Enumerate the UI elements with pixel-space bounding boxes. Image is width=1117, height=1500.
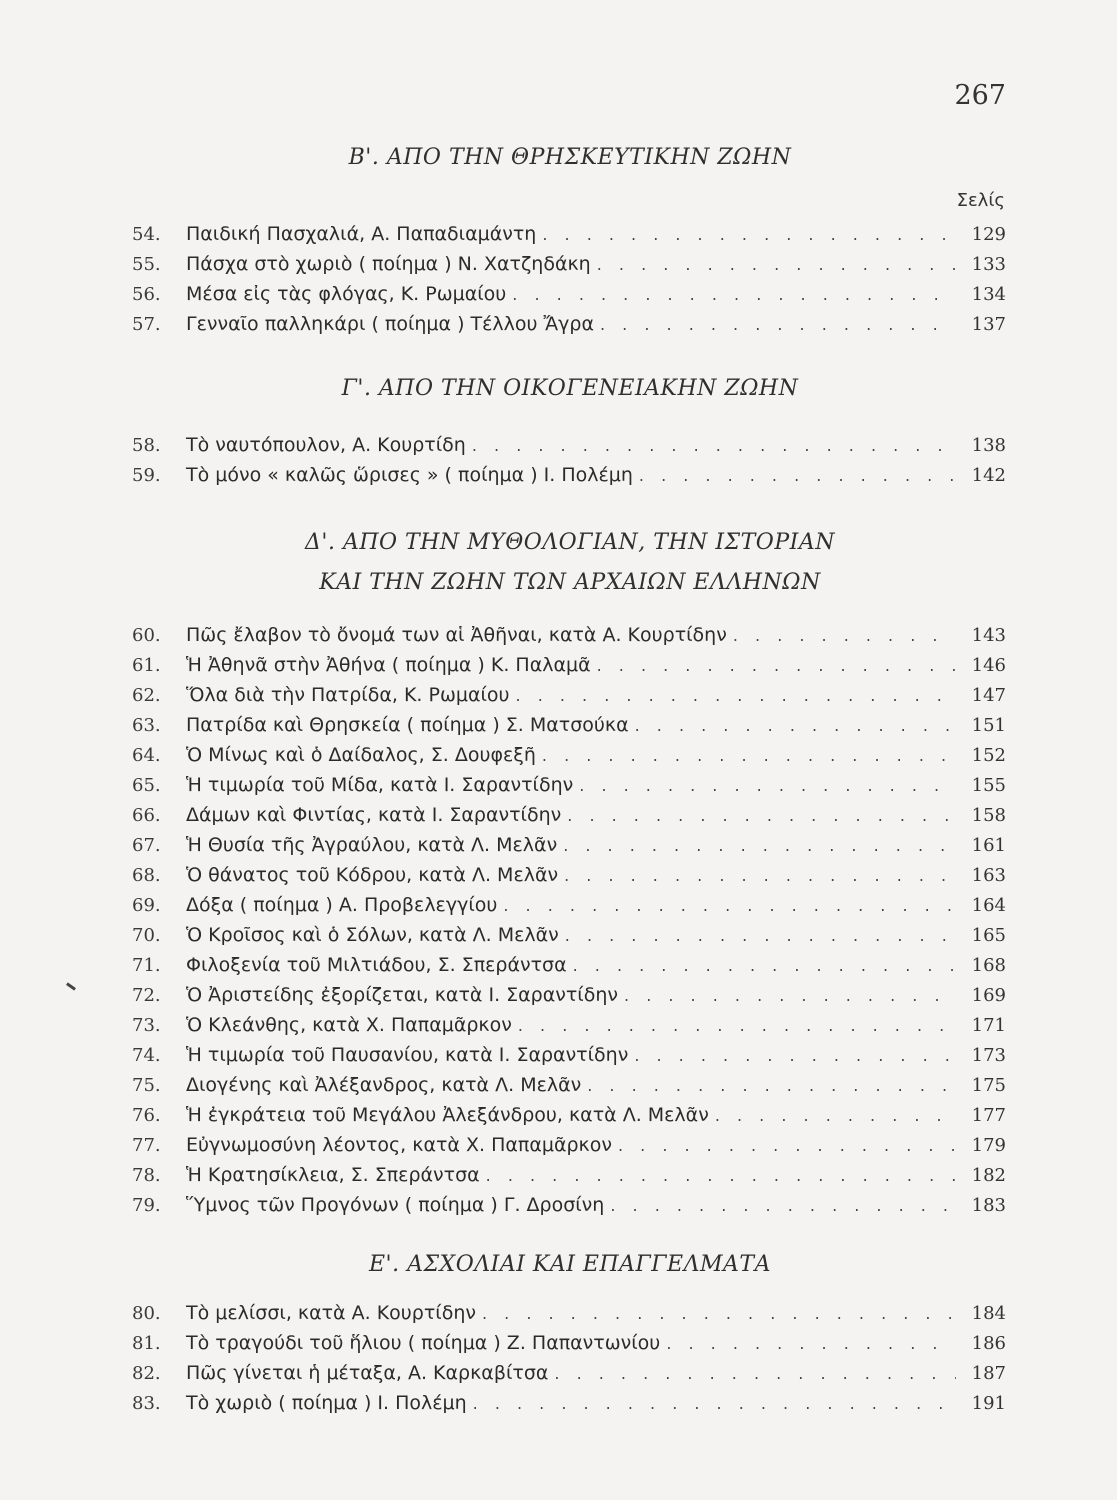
leader-dots [587,1076,956,1095]
entry-title: Ἡ Ἀθηνᾶ στὴν Ἀθήνα ( ποίημα ) Κ. Παλαμᾶ [186,654,591,676]
toc-entry [132,1014,1006,1042]
toc-entry [132,894,1006,922]
leader-dots [564,866,956,885]
ink-speck [66,982,76,990]
entry-title: Ὁ Ἀριστείδης ἐξορίζεται, κατὰ Ι. Σαραντίδην [186,984,619,1006]
leader-dots [486,1166,956,1185]
leader-dots [542,225,956,244]
entry-page: 137 [971,314,1006,335]
entry-title: Πατρίδα καὶ Θρησκεία ( ποίημα ) Σ. Ματσούκα [186,714,629,736]
entry-number: 55. [132,254,161,275]
toc-entry [132,984,1006,1012]
entry-number: 80. [132,1303,161,1324]
entry-page: 175 [971,1075,1006,1096]
leader-dots [634,1046,956,1065]
entry-page: 165 [971,925,1006,946]
leader-dots [512,285,956,304]
toc-entry [132,1104,1006,1132]
entry-page: 152 [971,745,1006,766]
entry-page: 169 [971,985,1006,1006]
entry-number: 57. [132,314,161,335]
entry-page: 134 [971,284,1006,305]
entry-title: Ἡ ἐγκράτεια τοῦ Μεγάλου Ἀλεξάνδρου, κατὰ Λ. Μελᾶν [186,1104,709,1126]
entry-page: 161 [971,835,1006,856]
section-d-title-line2: ΚΑΙ ΤΗΝ ΖΩΗΝ ΤΩΝ ΑΡΧΑΙΩΝ ΕΛΛΗΝΩΝ [319,570,821,595]
entry-page: 171 [971,1015,1006,1036]
leader-dots [573,956,956,975]
leader-dots [482,1304,956,1323]
entry-page: 182 [971,1165,1006,1186]
entry-title: Πάσχα στὸ χωριὸ ( ποίημα ) Ν. Χατζηδάκη [186,253,591,275]
entry-page: 183 [971,1195,1006,1216]
section-e-title: Ε'. ΑΣΧΟΛΙΑΙ ΚΑΙ ΕΠΑΓΓΕΛΜΑΤΑ [369,1252,771,1277]
toc-entry [132,223,1006,251]
entry-number: 66. [132,805,161,826]
entry-number: 68. [132,865,161,886]
entry-page: 155 [971,775,1006,796]
leader-dots [503,896,956,915]
entry-number: 83. [132,1393,161,1414]
entry-title: Τὸ μόνο « καλῶς ὥρισες » ( ποίημα ) Ι. Πολέμη [186,464,633,486]
entry-page: 184 [971,1303,1006,1324]
leader-dots [542,746,956,765]
entry-title: Ὁ Κροῖσος καὶ ὁ Σόλων, κατὰ Λ. Μελᾶν [186,924,559,946]
section-c-title: Γ'. ΑΠΟ ΤΗΝ ΟΙΚΟΓΕΝΕΙΑΚΗΝ ΖΩΗΝ [341,376,799,401]
entry-page: 163 [971,865,1006,886]
entry-page: 173 [971,1045,1006,1066]
toc-entry [132,1164,1006,1192]
entry-title: Ὁ θάνατος τοῦ Κόδρου, κατὰ Λ. Μελᾶν [186,864,559,886]
entry-page: 187 [971,1363,1006,1384]
toc-entry [132,464,1006,492]
leader-dots [597,255,956,274]
entry-title: Πῶς γίνεται ἡ μέταξα, Α. Καρκαβίτσα [186,1362,549,1384]
leader-dots [666,1334,956,1353]
entry-page: 129 [971,224,1006,245]
entry-number: 58. [132,435,161,456]
entry-number: 63. [132,715,161,736]
entry-title: Ἡ τιμωρία τοῦ Παυσανίου, κατὰ Ι. Σαραντίδην [186,1044,629,1066]
leader-dots [565,926,956,945]
toc-entry [132,1074,1006,1102]
entry-number: 78. [132,1165,161,1186]
toc-entry [132,804,1006,832]
toc-entry [132,684,1006,712]
toc-entry [132,954,1006,982]
entry-number: 79. [132,1195,161,1216]
entry-page: 168 [971,955,1006,976]
leader-dots [516,686,956,705]
leader-dots [567,806,956,825]
toc-entry [132,1134,1006,1162]
toc-entry [132,834,1006,862]
entry-page: 142 [971,465,1006,486]
leader-dots [554,1364,956,1383]
entry-page: 138 [971,435,1006,456]
leader-dots [597,656,956,675]
entry-title: Ὁ Κλεάνθης, κατὰ Χ. Παπαμᾶρκον [186,1014,512,1036]
leader-dots [563,836,956,855]
entry-number: 62. [132,685,161,706]
pages-column-header: Σελίς [956,190,1005,211]
toc-entry [132,864,1006,892]
entry-number: 77. [132,1135,161,1156]
toc-entry [132,253,1006,281]
entry-page: 143 [971,625,1006,646]
entry-page: 179 [971,1135,1006,1156]
entry-number: 72. [132,985,161,1006]
entry-title: Ὅλα διὰ τὴν Πατρίδα, Κ. Ρωμαίου [186,684,510,706]
toc-entry [132,654,1006,682]
entry-title: Μέσα εἰς τὰς φλόγας, Κ. Ρωμαίου [186,283,507,305]
toc-entry [132,1044,1006,1072]
entry-title: Τὸ τραγούδι τοῦ ἥλιου ( ποίημα ) Ζ. Παπαντωνίου [186,1332,661,1354]
section-b-title: Β'. ΑΠΟ ΤΗΝ ΘΡΗΣΚΕΥΤΙΚΗΝ ΖΩΗΝ [348,145,792,170]
entry-title: Δάμων καὶ Φιντίας, κατὰ Ι. Σαραντίδην [186,804,562,826]
entry-number: 59. [132,465,161,486]
entry-number: 75. [132,1075,161,1096]
toc-entry [132,624,1006,652]
entry-number: 67. [132,835,161,856]
entry-title: Τὸ μελίσσι, κατὰ Α. Κουρτίδην [186,1302,476,1324]
entry-page: 133 [971,254,1006,275]
entry-title: Φιλοξενία τοῦ Μιλτιάδου, Σ. Σπεράντσα [186,954,567,976]
entry-number: 69. [132,895,161,916]
leader-dots [733,626,956,645]
toc-entry [132,283,1006,311]
toc-entry [132,1302,1006,1330]
entry-number: 74. [132,1045,161,1066]
leader-dots [635,716,956,735]
toc-entry [132,1194,1006,1222]
entry-number: 65. [132,775,161,796]
entry-number: 82. [132,1363,161,1384]
entry-number: 64. [132,745,161,766]
toc-entry [132,1392,1006,1420]
entry-title: Πῶς ἔλαβον τὸ ὄνομά των αἱ Ἀθῆναι, κατὰ Α. Κουρτίδην [186,624,727,646]
toc-entry [132,924,1006,952]
leader-dots [715,1106,956,1125]
entry-title: Δόξα ( ποίημα ) Α. Προβελεγγίου [186,894,498,916]
entry-title: Διογένης καὶ Ἀλέξανδρος, κατὰ Λ. Μελᾶν [186,1074,582,1096]
entry-title: Γενναῖο παλληκάρι ( ποίημα ) Τέλλου Ἄγρα [186,313,594,335]
entry-number: 73. [132,1015,161,1036]
leader-dots [624,986,956,1005]
leader-dots [579,776,956,795]
entry-title: Παιδική Πασχαλιά, Α. Παπαδιαμάντη [186,223,537,245]
entry-number: 71. [132,955,161,976]
entry-number: 54. [132,224,161,245]
section-d-title-line1: Δ'. ΑΠΟ ΤΗΝ ΜΥΘΟΛΟΓΙΑΝ, ΤΗΝ ΙΣΤΟΡΙΑΝ [305,530,835,555]
entry-title: Εὐγνωμοσύνη λέοντος, κατὰ Χ. Παπαμᾶρκον [186,1134,612,1156]
entry-number: 70. [132,925,161,946]
entry-title: Ἡ Θυσία τῆς Ἀγραύλου, κατὰ Λ. Μελᾶν [186,834,558,856]
entry-number: 76. [132,1105,161,1126]
toc-entry [132,1332,1006,1360]
leader-dots [618,1136,956,1155]
entry-number: 56. [132,284,161,305]
entry-number: 60. [132,625,161,646]
entry-number: 61. [132,655,161,676]
toc-entry [132,1362,1006,1390]
entry-title: Ὕμνος τῶν Προγόνων ( ποίημα ) Γ. Δροσίνη [186,1194,605,1216]
entry-page: 151 [971,715,1006,736]
entry-page: 146 [971,655,1006,676]
leader-dots [518,1016,956,1035]
entry-page: 191 [971,1393,1006,1414]
toc-entry [132,714,1006,742]
entry-title: Ἡ τιμωρία τοῦ Μίδα, κατὰ Ι. Σαραντίδην [186,774,574,796]
toc-entry [132,774,1006,802]
leader-dots [610,1196,956,1215]
leader-dots [473,1394,956,1413]
entry-number: 81. [132,1333,161,1354]
entry-title: Τὸ χωριὸ ( ποίημα ) Ι. Πολέμη [186,1392,467,1414]
entry-page: 164 [971,895,1006,916]
entry-page: 177 [971,1105,1006,1126]
toc-entry [132,744,1006,772]
entry-title: Τὸ ναυτόπουλον, Α. Κουρτίδη [186,434,466,456]
page-number: 267 [954,80,1006,111]
leader-dots [472,436,956,455]
entry-title: Ὁ Μίνως καὶ ὁ Δαίδαλος, Σ. Δουφεξῆ [186,744,536,766]
entry-title: Ἡ Κρατησίκλεια, Σ. Σπεράντσα [186,1164,480,1186]
toc-entry [132,313,1006,341]
leader-dots [639,466,956,485]
entry-page: 147 [971,685,1006,706]
leader-dots [600,315,956,334]
toc-entry [132,434,1006,462]
entry-page: 186 [971,1333,1006,1354]
entry-page: 158 [971,805,1006,826]
